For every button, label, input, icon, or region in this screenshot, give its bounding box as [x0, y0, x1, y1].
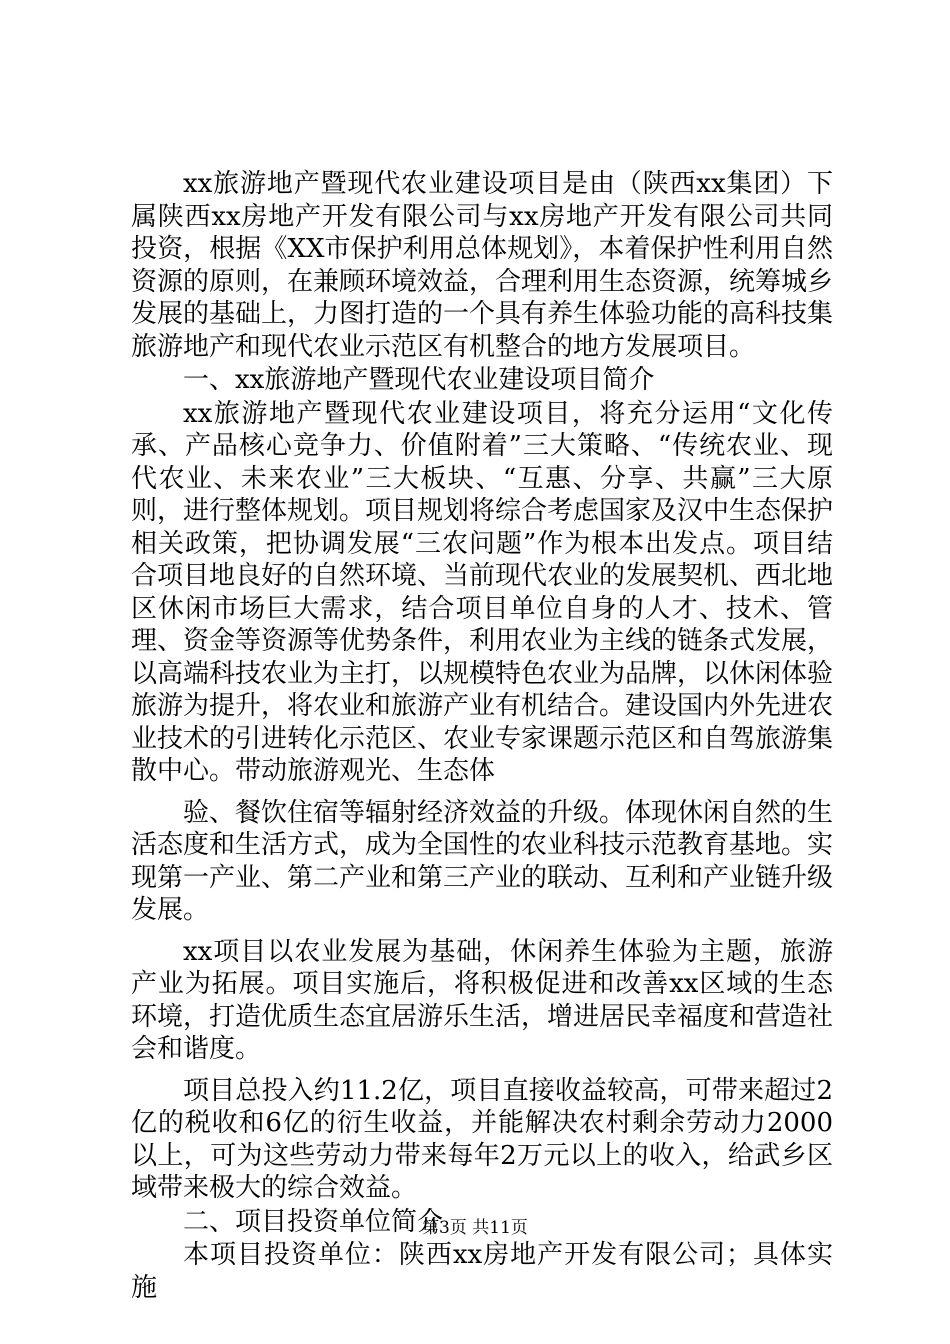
project-theme-paragraph: xx项目以农业发展为基础，休闲养生体验为主题，旅游产业为拓展。项目实施后，将积极促进和改善xx区域的生态环境，打造优质生态宜居游乐生活，增进居民幸福度和营造社会和谐度。 — [131, 936, 834, 1064]
section-heading-1: 一、xx旅游地产暨现代农业建设项目简介 — [183, 365, 655, 395]
intro-paragraph: xx旅游地产暨现代农业建设项目是由（陕西xx集团）下属陕西xx房地产开发有限公司与xx房地产开发有限公司共同投资，根据《XX市保护利用总体规划》，本着保护性利用自然资源的原则，在兼顾环境效益，合理利用生态资源，统筹城乡发展的基础上，力图打造的一个具有养生体验功能的高科技集旅游地产和现代农业示范区有机整合的地方发展项目。 — [131, 169, 834, 362]
investor-paragraph: 本项目投资单位：陕西xx房地产开发有限公司；具体实施 — [131, 1240, 833, 1303]
section-heading-2: 二、项目投资单位简介 — [183, 1206, 444, 1237]
project-overview-paragraph: xx旅游地产暨现代农业建设项目，将充分运用“文化传承、产品核心竞争力、价值附着”三大策略、“传统农业、现代农业、未来农业”三大板块、“互惠、分享、共赢”三大原则，进行整体规划。项目规划将综合考虑国家及汉中生态保护相关政策，把协调发展“三农问题”作为根本出发点。项目结合项目地良好的自然环境、当前现代农业的发展契机、西北地区休闲市场巨大需求，结合项目单位自身的人才、技术、管理、资金等资源等优势条件，利用农业为主线的链条式发展，以高端科技农业为主打，以规模特色农业为品牌，以休闲体验旅游为提升，将农业和旅游产业有机结合。建设国内外先进农业技术的引进转化示范区、农业专家课题示范区和自驾旅游集散中心。带动旅游观光、生态体 — [131, 398, 834, 786]
investment-paragraph: 项目总投入约11.2亿，项目直接收益较高，可带来超过2亿的税收和6亿的衍生收益，并能解决农村剩余劳动力2000以上，可为这些劳动力带来每年2万元以上的收入，给武乡区域带来极大的综合效益。 — [131, 1075, 833, 1203]
continued-paragraph: 验、餐饮住宿等辐射经济效益的升级。体现休闲自然的生活态度和生活方式，成为全国性的农业科技示范教育基地。实现第一产业、第二产业和第三产业的联动、互利和产业链升级发展。 — [131, 797, 834, 925]
page-number-footer: 第3页 共11页 — [422, 1218, 528, 1238]
document-body — [131, 168, 833, 1304]
